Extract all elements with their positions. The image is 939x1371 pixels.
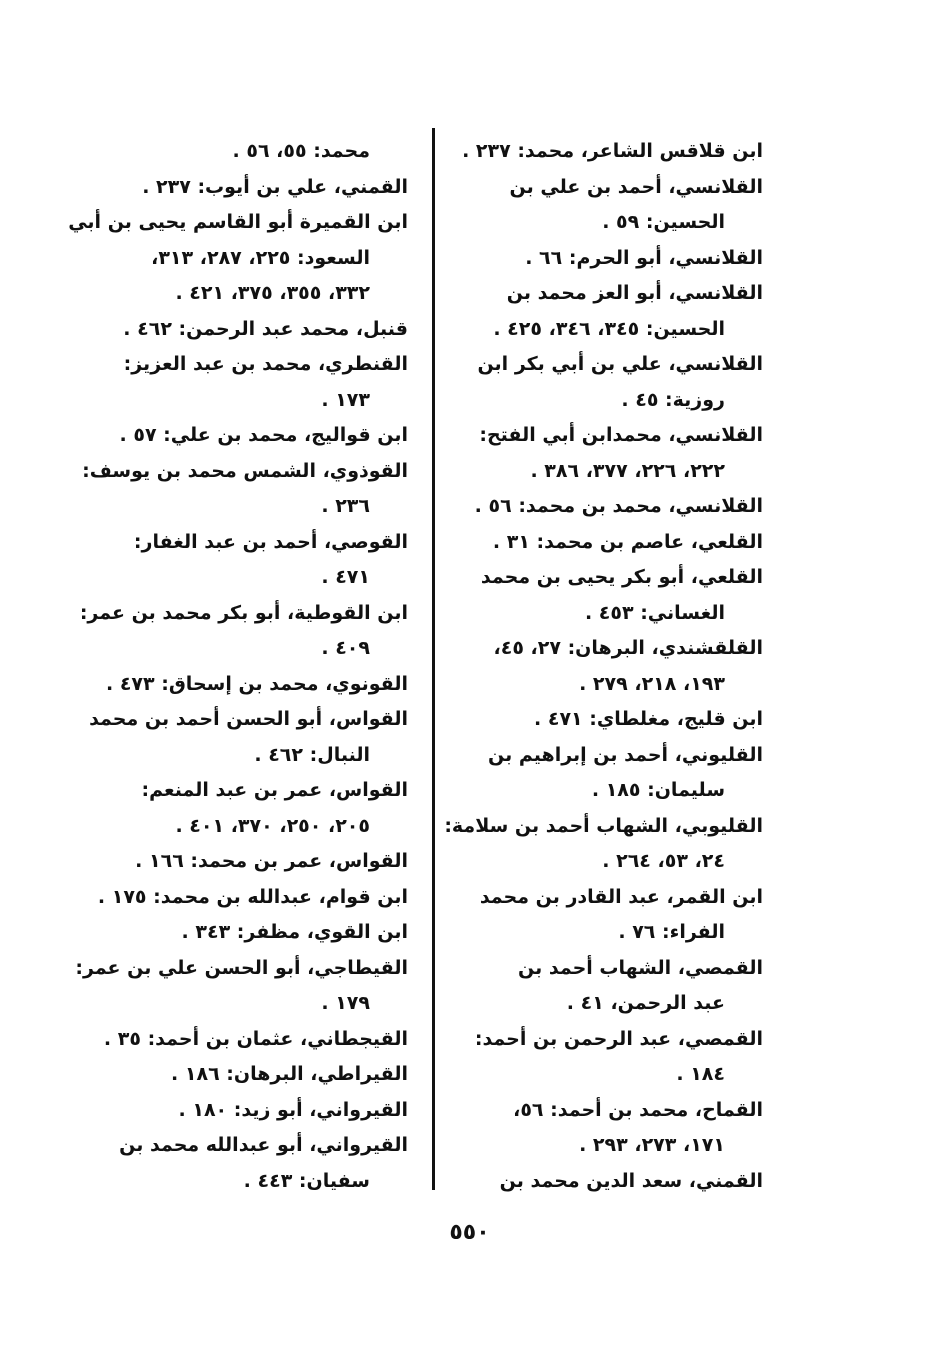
index-entry: القيجطاني، عثمان بن أحمد: ٣٥ . [103, 1027, 408, 1050]
index-entry: القواس، عمر بن عبد المنعم: [141, 779, 408, 801]
index-entry: ابن القميرة أبو القاسم يحيى بن أبي [68, 211, 408, 233]
column-divider [432, 128, 435, 1190]
page-number: ٥٥٠ [449, 1220, 490, 1245]
index-entry-continuation: محمد: ٥٥، ٥٦ . [232, 140, 370, 162]
index-entry-continuation: ١٧١، ٢٧٣، ٢٩٣ . [579, 1134, 725, 1156]
index-entry: القمصي، الشهاب أحمد بن [518, 956, 763, 979]
index-entry: القمصي، عبد الرحمن بن أحمد: [474, 1027, 763, 1050]
index-entry-continuation: النبال: ٤٦٢ . [254, 743, 370, 766]
index-entry-continuation: ١٩٣، ٢١٨، ٢٧٩ . [579, 672, 725, 695]
index-entry: القنطري، محمد بن عبد العزيز: [123, 353, 408, 375]
index-entry-continuation: روزية: ٤٥ . [621, 388, 725, 411]
index-entry: ابن قلاقس الشاعر، محمد: ٢٣٧ . [462, 140, 763, 162]
index-entry-continuation: ١٨٤ . [676, 1063, 725, 1085]
index-entry: القيرواني، أبو عبدالله محمد بن [119, 1134, 408, 1156]
index-entry: القيراطي، البرهان: ١٨٦ . [171, 1063, 408, 1085]
index-entry: القواس، أبو الحسن أحمد بن محمد [89, 708, 408, 730]
index-entry-continuation: الحسين: ٣٤٥، ٣٤٦، ٤٢٥ . [493, 317, 725, 340]
index-entry: القلانسي، أبو العز محمد بن [506, 282, 763, 304]
index-entry-continuation: سليمان: ١٨٥ . [591, 779, 725, 801]
index-entry-continuation: ٢٤، ٥٣، ٢٦٤ . [602, 850, 725, 872]
index-entry: القيطاجي، أبو الحسن علي بن عمر: [75, 956, 408, 979]
index-entry: ابن قواليج، محمد بن علي: ٥٧ . [119, 424, 408, 446]
index-column-right [444, 134, 763, 1199]
index-entry-continuation: ٢٣٦ . [321, 495, 370, 517]
index-entry: ابن قوام، عبدالله بن محمد: ١٧٥ . [97, 885, 408, 908]
index-entry-continuation: السعود: ٢٢٥، ٢٨٧، ٣١٣، [151, 246, 370, 269]
index-entry-continuation: ٤٠٩ . [321, 637, 370, 659]
index-entry: القوذوي، الشمس محمد بن يوسف: [82, 459, 408, 482]
index-entry-continuation: ١٧٩ . [321, 992, 370, 1014]
index-entry: ابن قليج، مغلطاي: ٤٧١ . [534, 708, 763, 730]
index-entry-continuation: سفيان: ٤٤٣ . [243, 1169, 370, 1192]
index-entry-continuation: ١٧٣ . [321, 388, 370, 411]
index-entry: القلانسي، أبو الحرم: ٦٦ . [525, 246, 763, 269]
index-entry-continuation: الفراء: ٧٦ . [618, 921, 725, 943]
index-entry-continuation: ٢٠٥، ٢٥٠، ٣٧٠، ٤٠١ . [175, 814, 370, 837]
index-column-left [68, 134, 408, 1199]
index-entry: القلانسي، أحمد بن علي بن [509, 175, 763, 198]
index-entry: القلعي، أبو بكر يحيى بن محمد [480, 566, 763, 588]
index-entry: القيرواني، أبو زيد: ١٨٠ . [178, 1098, 408, 1121]
index-entry-continuation: ٢٢٢، ٢٢٦، ٣٧٧، ٣٨٦ . [530, 459, 725, 482]
index-entry-continuation: عبد الرحمن، ٤١ . [566, 992, 725, 1014]
index-entry: القواس، عمر بن محمد: ١٦٦ . [135, 850, 408, 872]
index-entry-continuation: الغساني: ٤٥٣ . [584, 601, 725, 624]
index-entry: القلانسي، محمدابن أبي الفتح: [479, 424, 763, 446]
index-entry: ابن القمر، عبد القادر بن محمد [479, 885, 763, 908]
index-entry: ابن القوي، مظفر: ٣٤٣ . [181, 921, 408, 943]
index-entry: القمني، علي بن أيوب: ٢٣٧ . [142, 175, 408, 198]
index-entry: القماح، محمد بن أحمد: ٥٦، [513, 1098, 763, 1121]
index-entry: القوصي، أحمد بن عبد الغفار: [133, 530, 408, 553]
index-entry: القلانسي، علي بن أبي بكر ابن [477, 353, 763, 375]
index-entry: القليوني، أحمد بن إبراهيم بن [488, 743, 763, 766]
index-entry: قنبل، محمد عبد الرحمن: ٤٦٢ . [123, 317, 408, 340]
index-entry: القلعي، عاصم بن محمد: ٣١ . [492, 530, 763, 553]
index-entry: القليوبي، الشهاب أحمد بن سلامة: [444, 814, 763, 837]
index-entry-continuation: ٤٧١ . [321, 566, 370, 588]
index-entry-continuation: ٣٣٢، ٣٥٥، ٣٧٥، ٤٢١ . [175, 282, 370, 304]
index-entry: القونوي، محمد بن إسحاق: ٤٧٣ . [105, 672, 408, 695]
index-entry-continuation: الحسين: ٥٩ . [602, 211, 725, 233]
index-entry: ابن القوطية، أبو بكر محمد بن عمر: [79, 601, 408, 624]
index-entry: القلقشندي، البرهان: ٢٧، ٤٥، [493, 637, 763, 659]
index-entry: القلانسي، محمد بن محمد: ٥٦ . [474, 495, 763, 517]
index-entry: القمني، سعد الدين محمد بن [499, 1169, 763, 1192]
